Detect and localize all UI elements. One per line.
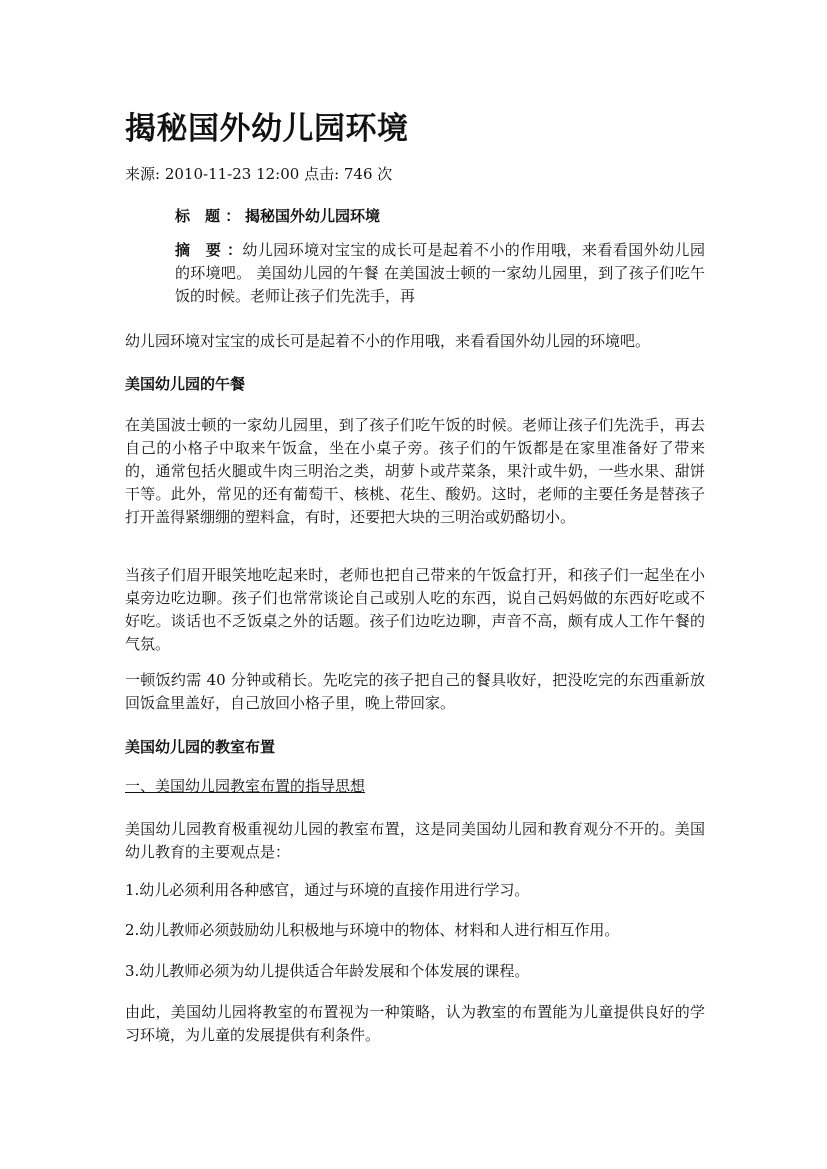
summary-title-value: 揭秘国外幼儿园环境 (245, 207, 381, 225)
section1-paragraph-1: 在美国波士顿的一家幼儿园里，到了孩子们吃午饭的时候。老师让孩子们先洗手，再去自己的小格子中取来午饭盒，坐在小桌子旁。孩子们的午饭都是在家里准备好了带来的，通常包括火腿或牛肉三明治之类，胡萝卜或芹菜条，果汁或牛奶，一些水果、甜饼干等。此外，常见的还有葡萄干、核桃、花生、酸奶。这时，老师的主要任务是替孩子打开盖得紧绷绷的塑料盒，有时，还要把大块的三明治或奶酪切小。 (125, 416, 705, 526)
section2-list-item-3: 3.幼儿教师必须为幼儿提供适合年龄发展和个体发展的课程。 (125, 962, 530, 980)
section2-subheading: 一、美国幼儿园教室布置的指导思想 (125, 777, 366, 795)
article-summary (175, 205, 705, 319)
section2-paragraph-2: 由此，美国幼儿园将教室的布置视为一种策略，认为教室的布置能为儿童提供良好的学习环境，为儿童的发展提供有利条件。 (125, 1003, 705, 1044)
section2-heading: 美国幼儿园的教室布置 (125, 738, 276, 756)
section2-paragraph-1: 美国幼儿园教育极重视幼儿园的教室布置，这是同美国幼儿园和教育观分不开的。美国幼儿教育的主要观点是： (125, 820, 705, 861)
section2-list-item-1: 1.幼儿必须利用各种感官，通过与环境的直接作用进行学习。 (125, 881, 530, 899)
summary-title-row (175, 205, 705, 228)
section1-heading: 美国幼儿园的午餐 (125, 375, 246, 393)
summary-abstract-label: 摘 要 ： (175, 241, 243, 259)
section1-paragraph-2: 当孩子们眉开眼笑地吃起来时，老师也把自己带来的午饭盒打开，和孩子们一起坐在小桌旁边吃边聊。孩子们也常常谈论自己或别人吃的东西，说自己妈妈做的东西好吃或不好吃。谈话也不乏饭桌之外的话题。孩子们边吃边聊，声音不高，颇有成人工作午餐的气氛。 (125, 566, 705, 653)
summary-abstract-row (175, 239, 705, 308)
section1-paragraph-3: 一顿饭约需 40 分钟或稍长。先吃完的孩子把自己的餐具收好，把没吃完的东西重新放回饭盒里盖好，自己放回小格子里，晚上带回家。 (125, 671, 705, 712)
intro-paragraph: 幼儿园环境对宝宝的成长可是起着不小的作用哦，来看看国外幼儿园的环境吧。 (125, 332, 651, 350)
section2-list-item-2: 2.幼儿教师必须鼓励幼儿积极地与环境中的物体、材料和人进行相互作用。 (125, 921, 620, 939)
summary-abstract-value: 幼儿园环境对宝宝的成长可是起着不小的作用哦，来看看国外幼儿园的环境吧。 美国幼儿园的午餐 在美国波士顿的一家幼儿园里，到了孩子们吃午饭的时候。老师让孩子们先洗手，再 (175, 241, 705, 305)
source-line: 来源: 2010-11-23 12:00 点击: 746 次 (125, 165, 393, 183)
article-title: 揭秘国外幼儿园环境 (125, 111, 409, 147)
summary-title-label: 标 题 ： (175, 207, 241, 225)
